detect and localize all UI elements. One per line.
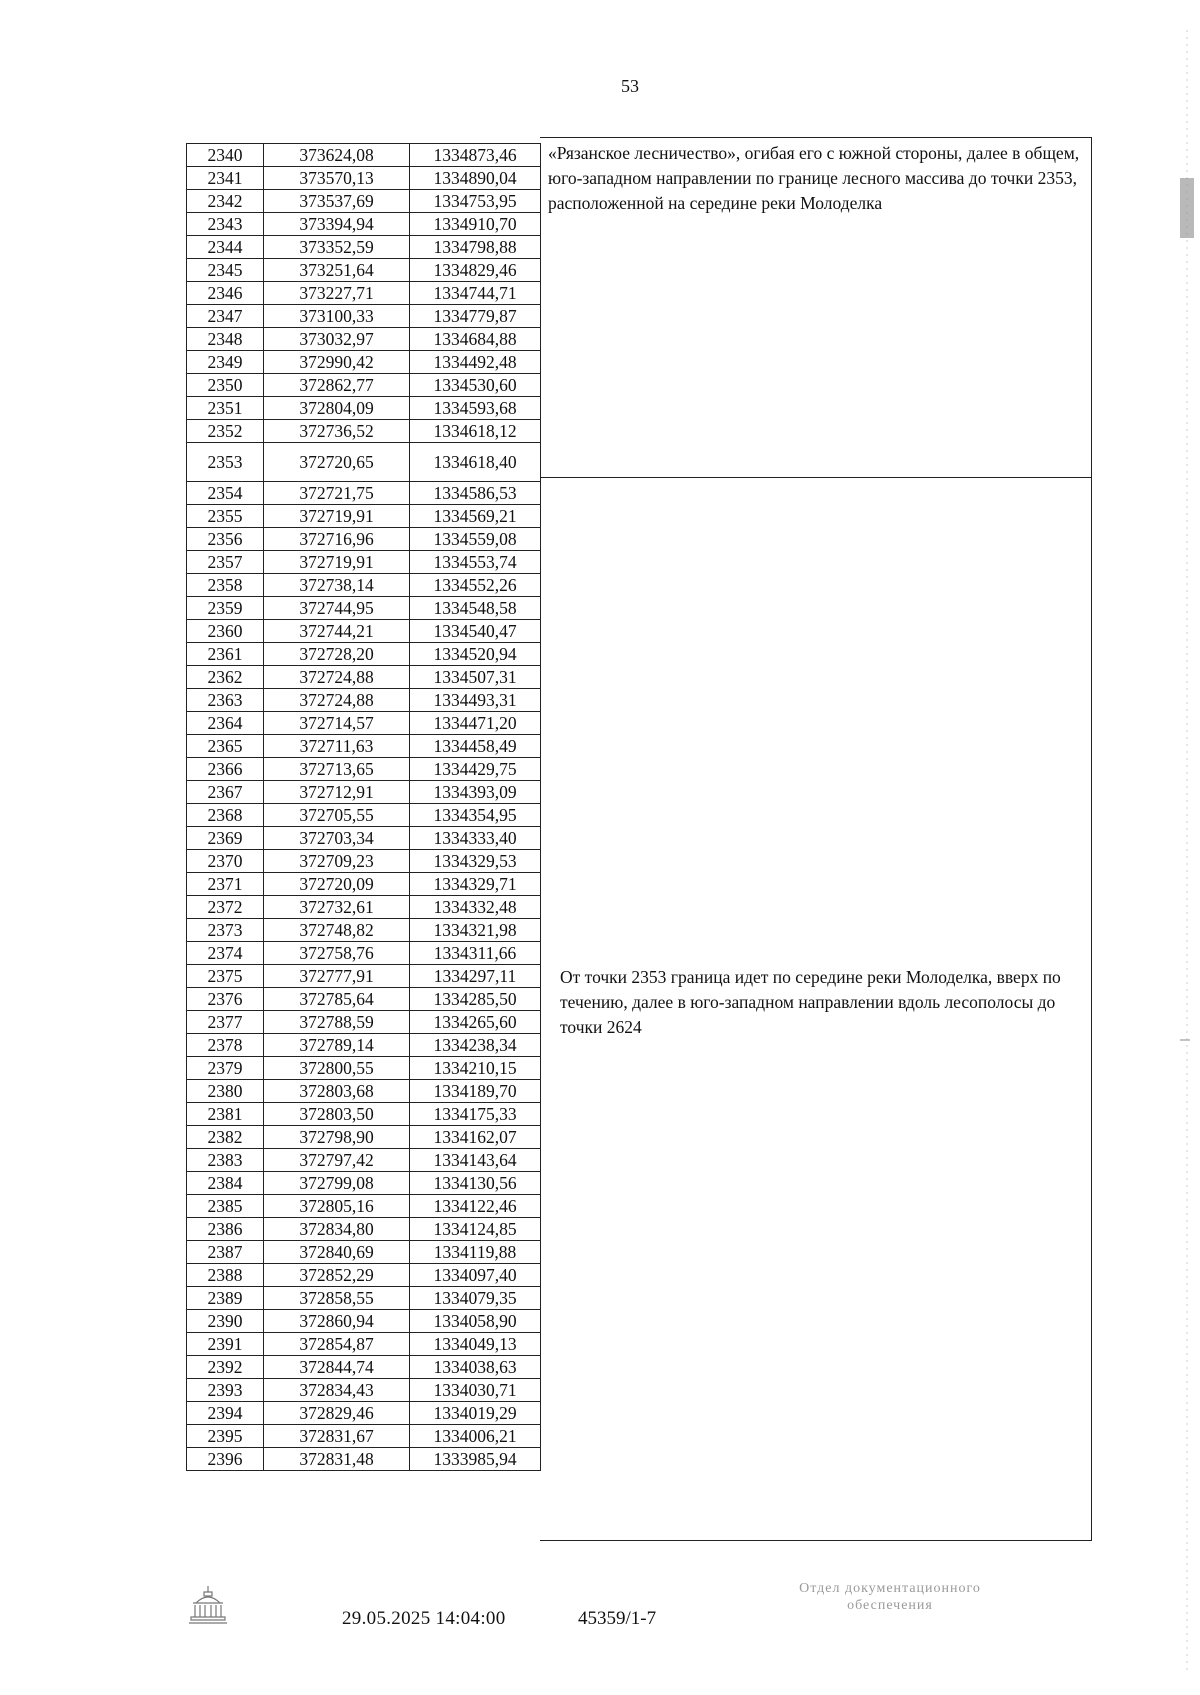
x-coordinate-cell: 372719,91	[264, 551, 410, 574]
point-number-cell: 2374	[187, 942, 264, 965]
point-number-cell: 2381	[187, 1103, 264, 1126]
table-row	[187, 827, 541, 850]
point-number-cell: 2386	[187, 1218, 264, 1241]
building-logo-icon	[188, 1583, 228, 1627]
point-number-cell: 2364	[187, 712, 264, 735]
table-row	[187, 942, 541, 965]
point-number-cell: 2379	[187, 1057, 264, 1080]
y-coordinate-cell: 1334285,50	[410, 988, 541, 1011]
point-number-cell: 2384	[187, 1172, 264, 1195]
point-number-cell: 2365	[187, 735, 264, 758]
point-number-cell: 2373	[187, 919, 264, 942]
x-coordinate-cell: 372744,95	[264, 597, 410, 620]
x-coordinate-cell: 372705,55	[264, 804, 410, 827]
x-coordinate-cell: 372854,87	[264, 1333, 410, 1356]
y-coordinate-cell: 1334058,90	[410, 1310, 541, 1333]
x-coordinate-cell: 372720,09	[264, 873, 410, 896]
point-number-cell: 2368	[187, 804, 264, 827]
table-row	[187, 397, 541, 420]
y-coordinate-cell: 1334458,49	[410, 735, 541, 758]
y-coordinate-cell: 1334297,11	[410, 965, 541, 988]
x-coordinate-cell: 372798,90	[264, 1126, 410, 1149]
table-row	[187, 1034, 541, 1057]
table-row	[187, 620, 541, 643]
x-coordinate-cell: 372803,68	[264, 1080, 410, 1103]
description-divider	[540, 477, 1091, 478]
point-number-cell: 2341	[187, 167, 264, 190]
point-number-cell: 2344	[187, 236, 264, 259]
x-coordinate-cell: 372721,75	[264, 482, 410, 505]
y-coordinate-cell: 1334122,46	[410, 1195, 541, 1218]
point-number-cell: 2358	[187, 574, 264, 597]
y-coordinate-cell: 1334162,07	[410, 1126, 541, 1149]
point-number-cell: 2367	[187, 781, 264, 804]
x-coordinate-cell: 372712,91	[264, 781, 410, 804]
point-number-cell: 2360	[187, 620, 264, 643]
y-coordinate-cell: 1334744,71	[410, 282, 541, 305]
x-coordinate-cell: 372724,88	[264, 666, 410, 689]
point-number-cell: 2350	[187, 374, 264, 397]
y-coordinate-cell: 1334530,60	[410, 374, 541, 397]
y-coordinate-cell: 1334189,70	[410, 1080, 541, 1103]
point-number-cell: 2362	[187, 666, 264, 689]
table-row	[187, 643, 541, 666]
x-coordinate-cell: 372738,14	[264, 574, 410, 597]
table-row	[187, 781, 541, 804]
table-row	[187, 213, 541, 236]
y-coordinate-cell: 1334798,88	[410, 236, 541, 259]
point-number-cell: 2355	[187, 505, 264, 528]
x-coordinate-cell: 372789,14	[264, 1034, 410, 1057]
y-coordinate-cell: 1334552,26	[410, 574, 541, 597]
table-row	[187, 873, 541, 896]
y-coordinate-cell: 1334910,70	[410, 213, 541, 236]
x-coordinate-cell: 372709,23	[264, 850, 410, 873]
point-number-cell: 2393	[187, 1379, 264, 1402]
point-number-cell: 2394	[187, 1402, 264, 1425]
x-coordinate-cell: 372805,16	[264, 1195, 410, 1218]
point-number-cell: 2343	[187, 213, 264, 236]
x-coordinate-cell: 372711,63	[264, 735, 410, 758]
x-coordinate-cell: 372834,80	[264, 1218, 410, 1241]
x-coordinate-cell: 372728,20	[264, 643, 410, 666]
y-coordinate-cell: 1334265,60	[410, 1011, 541, 1034]
x-coordinate-cell: 373227,71	[264, 282, 410, 305]
y-coordinate-cell: 1334038,63	[410, 1356, 541, 1379]
y-coordinate-cell: 1334829,46	[410, 259, 541, 282]
point-number-cell: 2389	[187, 1287, 264, 1310]
table-row	[187, 328, 541, 351]
x-coordinate-cell: 372862,77	[264, 374, 410, 397]
x-coordinate-cell: 372831,48	[264, 1448, 410, 1471]
y-coordinate-cell: 1334553,74	[410, 551, 541, 574]
point-number-cell: 2357	[187, 551, 264, 574]
table-row	[187, 1080, 541, 1103]
y-coordinate-cell: 1334569,21	[410, 505, 541, 528]
y-coordinate-cell: 1334492,48	[410, 351, 541, 374]
y-coordinate-cell: 1334332,48	[410, 896, 541, 919]
point-number-cell: 2340	[187, 144, 264, 167]
y-coordinate-cell: 1334873,46	[410, 144, 541, 167]
point-number-cell: 2353	[187, 443, 264, 482]
x-coordinate-cell: 373100,33	[264, 305, 410, 328]
y-coordinate-cell: 1334429,75	[410, 758, 541, 781]
y-coordinate-cell: 1334493,31	[410, 689, 541, 712]
table-row	[187, 965, 541, 988]
point-number-cell: 2382	[187, 1126, 264, 1149]
table-row	[187, 305, 541, 328]
y-coordinate-cell: 1334520,94	[410, 643, 541, 666]
y-coordinate-cell: 1334006,21	[410, 1425, 541, 1448]
y-coordinate-cell: 1333985,94	[410, 1448, 541, 1471]
table-row	[187, 896, 541, 919]
table-row	[187, 190, 541, 213]
point-number-cell: 2363	[187, 689, 264, 712]
point-number-cell: 2372	[187, 896, 264, 919]
x-coordinate-cell: 373352,59	[264, 236, 410, 259]
department-stamp	[740, 1580, 1040, 1614]
y-coordinate-cell: 1334321,98	[410, 919, 541, 942]
y-coordinate-cell: 1334540,47	[410, 620, 541, 643]
x-coordinate-cell: 372831,67	[264, 1425, 410, 1448]
point-number-cell: 2342	[187, 190, 264, 213]
y-coordinate-cell: 1334471,20	[410, 712, 541, 735]
point-number-cell: 2369	[187, 827, 264, 850]
x-coordinate-cell: 372714,57	[264, 712, 410, 735]
document-number: 45359/1-7	[578, 1608, 657, 1629]
table-row	[187, 1149, 541, 1172]
y-coordinate-cell: 1334210,15	[410, 1057, 541, 1080]
y-coordinate-cell: 1334393,09	[410, 781, 541, 804]
table-row	[187, 482, 541, 505]
point-number-cell: 2371	[187, 873, 264, 896]
x-coordinate-cell: 372713,65	[264, 758, 410, 781]
scan-edge-marks	[1180, 30, 1194, 1670]
x-coordinate-cell: 372804,09	[264, 397, 410, 420]
table-row	[187, 1448, 541, 1471]
y-coordinate-cell: 1334779,87	[410, 305, 541, 328]
table-row	[187, 988, 541, 1011]
x-coordinate-cell: 372829,46	[264, 1402, 410, 1425]
table-row	[187, 850, 541, 873]
y-coordinate-cell: 1334329,71	[410, 873, 541, 896]
x-coordinate-cell: 372858,55	[264, 1287, 410, 1310]
x-coordinate-cell: 372834,43	[264, 1379, 410, 1402]
y-coordinate-cell: 1334618,12	[410, 420, 541, 443]
table-row	[187, 351, 541, 374]
x-coordinate-cell: 372703,34	[264, 827, 410, 850]
point-number-cell: 2396	[187, 1448, 264, 1471]
x-coordinate-cell: 372990,42	[264, 351, 410, 374]
x-coordinate-cell: 372732,61	[264, 896, 410, 919]
x-coordinate-cell: 373537,69	[264, 190, 410, 213]
point-number-cell: 2375	[187, 965, 264, 988]
table-row	[187, 919, 541, 942]
table-row	[187, 144, 541, 167]
x-coordinate-cell: 372736,52	[264, 420, 410, 443]
table-row	[187, 735, 541, 758]
y-coordinate-cell: 1334507,31	[410, 666, 541, 689]
point-number-cell: 2377	[187, 1011, 264, 1034]
point-number-cell: 2359	[187, 597, 264, 620]
table-row	[187, 1425, 541, 1448]
table-row	[187, 1195, 541, 1218]
table-row	[187, 689, 541, 712]
y-coordinate-cell: 1334559,08	[410, 528, 541, 551]
stamp-line-2: обеспечения	[847, 1598, 933, 1613]
point-number-cell: 2378	[187, 1034, 264, 1057]
table-row	[187, 1287, 541, 1310]
y-coordinate-cell: 1334333,40	[410, 827, 541, 850]
x-coordinate-cell: 372777,91	[264, 965, 410, 988]
x-coordinate-cell: 373624,08	[264, 144, 410, 167]
point-number-cell: 2354	[187, 482, 264, 505]
x-coordinate-cell: 372724,88	[264, 689, 410, 712]
x-coordinate-cell: 372860,94	[264, 1310, 410, 1333]
x-coordinate-cell: 372720,65	[264, 443, 410, 482]
x-coordinate-cell: 373032,97	[264, 328, 410, 351]
table-row	[187, 1264, 541, 1287]
point-number-cell: 2390	[187, 1310, 264, 1333]
table-row	[187, 374, 541, 397]
point-number-cell: 2392	[187, 1356, 264, 1379]
point-number-cell: 2366	[187, 758, 264, 781]
point-number-cell: 2356	[187, 528, 264, 551]
table-row	[187, 236, 541, 259]
table-row	[187, 1402, 541, 1425]
table-row	[187, 574, 541, 597]
x-coordinate-cell: 372800,55	[264, 1057, 410, 1080]
x-coordinate-cell: 372852,29	[264, 1264, 410, 1287]
point-number-cell: 2351	[187, 397, 264, 420]
x-coordinate-cell: 372840,69	[264, 1241, 410, 1264]
point-number-cell: 2391	[187, 1333, 264, 1356]
point-number-cell: 2349	[187, 351, 264, 374]
table-row	[187, 758, 541, 781]
y-coordinate-cell: 1334175,33	[410, 1103, 541, 1126]
y-coordinate-cell: 1334354,95	[410, 804, 541, 827]
x-coordinate-cell: 372797,42	[264, 1149, 410, 1172]
y-coordinate-cell: 1334124,85	[410, 1218, 541, 1241]
page-number: 53	[621, 76, 639, 96]
x-coordinate-cell: 372785,64	[264, 988, 410, 1011]
y-coordinate-cell: 1334130,56	[410, 1172, 541, 1195]
point-number-cell: 2361	[187, 643, 264, 666]
y-coordinate-cell: 1334030,71	[410, 1379, 541, 1402]
table-row	[187, 1310, 541, 1333]
table-row	[187, 1172, 541, 1195]
table-row	[187, 1379, 541, 1402]
x-coordinate-cell: 373251,64	[264, 259, 410, 282]
y-coordinate-cell: 1334238,34	[410, 1034, 541, 1057]
boundary-description-2: От точки 2353 граница идет по середине реки Молоделка, вверх по течению, далее в юго-западном направлении вдоль лесополосы до точки 2624	[560, 967, 1061, 1037]
point-number-cell: 2387	[187, 1241, 264, 1264]
table-row	[187, 259, 541, 282]
table-row	[187, 712, 541, 735]
registration-timestamp: 29.05.2025 14:04:00	[342, 1608, 506, 1629]
y-coordinate-cell: 1334049,13	[410, 1333, 541, 1356]
coordinates-table-body	[187, 144, 541, 1471]
y-coordinate-cell: 1334097,40	[410, 1264, 541, 1287]
table-row	[187, 1218, 541, 1241]
point-number-cell: 2347	[187, 305, 264, 328]
y-coordinate-cell: 1334119,88	[410, 1241, 541, 1264]
table-row	[187, 282, 541, 305]
table-row	[187, 1103, 541, 1126]
table-row	[187, 1241, 541, 1264]
x-coordinate-cell: 372744,21	[264, 620, 410, 643]
point-number-cell: 2345	[187, 259, 264, 282]
x-coordinate-cell: 372803,50	[264, 1103, 410, 1126]
point-number-cell: 2380	[187, 1080, 264, 1103]
y-coordinate-cell: 1334143,64	[410, 1149, 541, 1172]
table-row	[187, 1057, 541, 1080]
y-coordinate-cell: 1334593,68	[410, 397, 541, 420]
y-coordinate-cell: 1334890,04	[410, 167, 541, 190]
table-row	[187, 167, 541, 190]
x-coordinate-cell: 372844,74	[264, 1356, 410, 1379]
table-row	[187, 1126, 541, 1149]
x-coordinate-cell: 372716,96	[264, 528, 410, 551]
x-coordinate-cell: 372748,82	[264, 919, 410, 942]
point-number-cell: 2385	[187, 1195, 264, 1218]
table-row	[187, 551, 541, 574]
y-coordinate-cell: 1334019,29	[410, 1402, 541, 1425]
y-coordinate-cell: 1334586,53	[410, 482, 541, 505]
stamp-line-1: Отдел документационного	[799, 1581, 981, 1596]
y-coordinate-cell: 1334311,66	[410, 942, 541, 965]
y-coordinate-cell: 1334753,95	[410, 190, 541, 213]
point-number-cell: 2370	[187, 850, 264, 873]
x-coordinate-cell: 372758,76	[264, 942, 410, 965]
table-row	[187, 1356, 541, 1379]
table-row	[187, 443, 541, 482]
point-number-cell: 2395	[187, 1425, 264, 1448]
table-row	[187, 804, 541, 827]
table-row	[187, 1333, 541, 1356]
point-number-cell: 2346	[187, 282, 264, 305]
table-row	[187, 597, 541, 620]
y-coordinate-cell: 1334548,58	[410, 597, 541, 620]
boundary-description-1: «Рязанское лесничество», огибая его с южной стороны, далее в общем, юго-западном направлении по границе лесного массива до точки 2353, расположенной на середине реки Молоделка	[548, 143, 1080, 213]
coordinates-table	[186, 143, 541, 1471]
x-coordinate-cell: 373394,94	[264, 213, 410, 236]
point-number-cell: 2383	[187, 1149, 264, 1172]
x-coordinate-cell: 372719,91	[264, 505, 410, 528]
table-row	[187, 505, 541, 528]
table-row	[187, 420, 541, 443]
y-coordinate-cell: 1334079,35	[410, 1287, 541, 1310]
boundary-description-column	[540, 137, 1092, 1541]
x-coordinate-cell: 373570,13	[264, 167, 410, 190]
y-coordinate-cell: 1334618,40	[410, 443, 541, 482]
point-number-cell: 2376	[187, 988, 264, 1011]
x-coordinate-cell: 372799,08	[264, 1172, 410, 1195]
y-coordinate-cell: 1334329,53	[410, 850, 541, 873]
table-row	[187, 528, 541, 551]
x-coordinate-cell: 372788,59	[264, 1011, 410, 1034]
table-row	[187, 666, 541, 689]
y-coordinate-cell: 1334684,88	[410, 328, 541, 351]
point-number-cell: 2348	[187, 328, 264, 351]
point-number-cell: 2388	[187, 1264, 264, 1287]
point-number-cell: 2352	[187, 420, 264, 443]
table-row	[187, 1011, 541, 1034]
